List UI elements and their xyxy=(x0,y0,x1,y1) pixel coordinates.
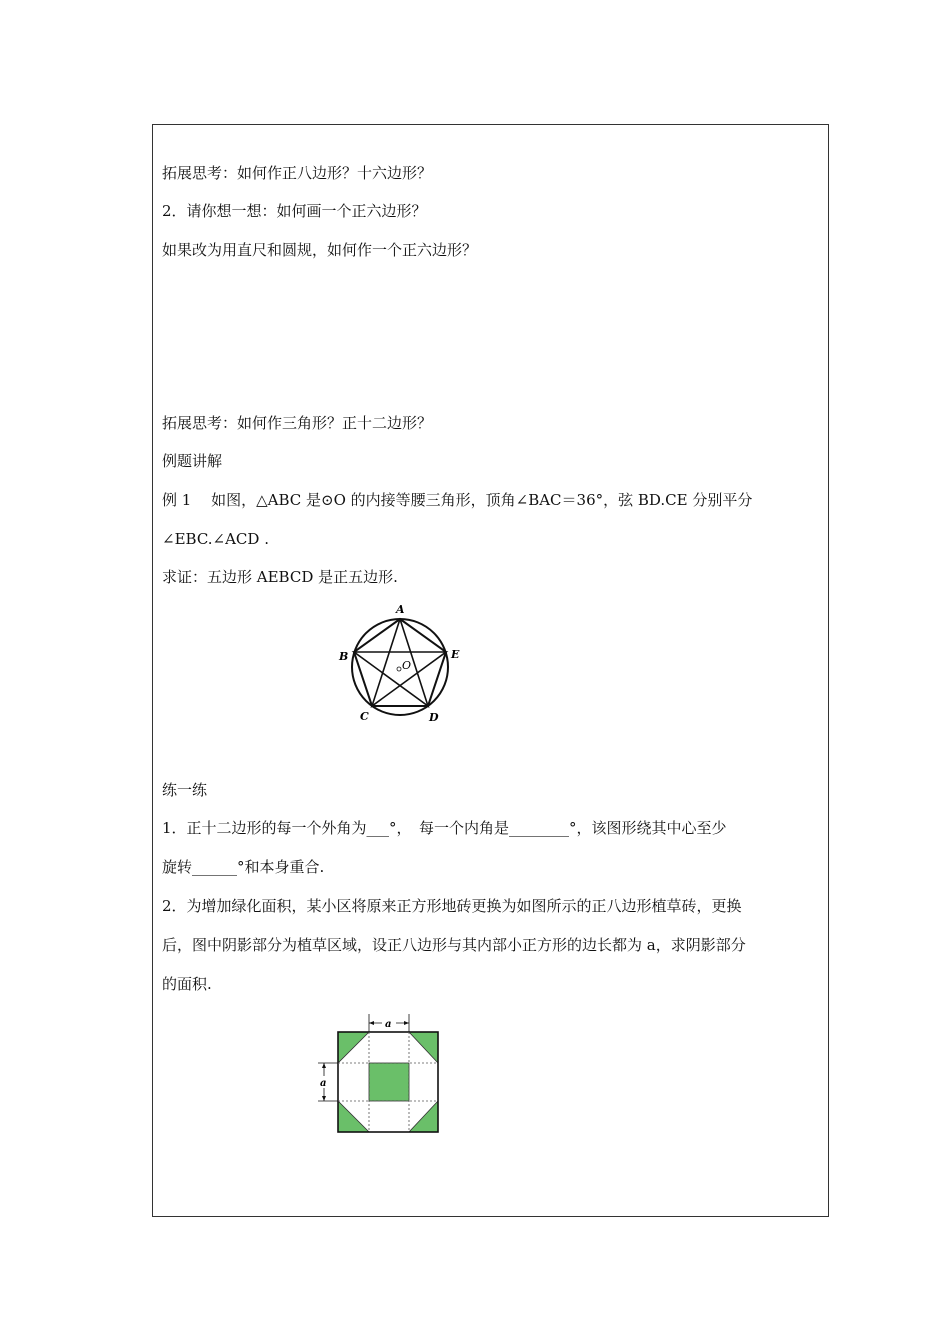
shaded-region xyxy=(369,1063,409,1101)
pentagon-circle-figure xyxy=(335,605,465,725)
exercise-text: 1．正十二边形的每一个外角为___°， 每一个内角是________°，该图形绕其中心至少 xyxy=(162,819,727,837)
shaded-region xyxy=(338,1101,369,1132)
section-heading: 例题讲解 xyxy=(162,452,223,470)
table-frame xyxy=(152,124,829,1217)
shaded-region xyxy=(409,1032,438,1063)
proof-statement: 求证：五边形 AEBCD 是正五边形. xyxy=(162,568,398,586)
exercise-text: 2．为增加绿化面积，某小区将原来正方形地砖更换为如图所示的正八边形植草砖，更换 xyxy=(162,897,742,915)
text-line: 2．请你想一想：如何画一个正六边形？ xyxy=(162,202,427,220)
example-text: ∠EBC.∠ACD . xyxy=(162,530,269,548)
shaded-region xyxy=(338,1032,369,1063)
label-b: B xyxy=(339,650,349,663)
label-e: E xyxy=(451,648,460,661)
text-line: 拓展思考：如何作正八边形？十六边形？ xyxy=(162,164,433,182)
label-d: D xyxy=(429,711,439,724)
shaded-region xyxy=(409,1101,438,1132)
text-line: 如果改为用直尺和圆规，如何作一个正六边形？ xyxy=(162,241,478,259)
label-o: O xyxy=(402,659,412,672)
text-line: 拓展思考：如何作三角形？正十二边形？ xyxy=(162,414,433,432)
section-heading: 练一练 xyxy=(162,781,208,799)
dimension-label-left: a xyxy=(320,1078,327,1089)
exercise-text: 旋转______°和本身重合. xyxy=(162,858,325,876)
dimension-label-top: a xyxy=(385,1019,392,1030)
exercise-text: 的面积. xyxy=(162,975,212,993)
label-c: C xyxy=(360,710,369,723)
octagon-tile-figure xyxy=(310,1012,445,1137)
exercise-text: 后，图中阴影部分为植草区域，设正八边形与其内部小正方形的边长都为 a，求阴影部分 xyxy=(162,936,746,954)
label-a: A xyxy=(396,605,405,616)
example-text: 例 1 如图，△ABC 是⊙O 的内接等腰三角形，顶角∠BAC＝36°，弦 BD.CE 分别平分 xyxy=(162,491,753,509)
